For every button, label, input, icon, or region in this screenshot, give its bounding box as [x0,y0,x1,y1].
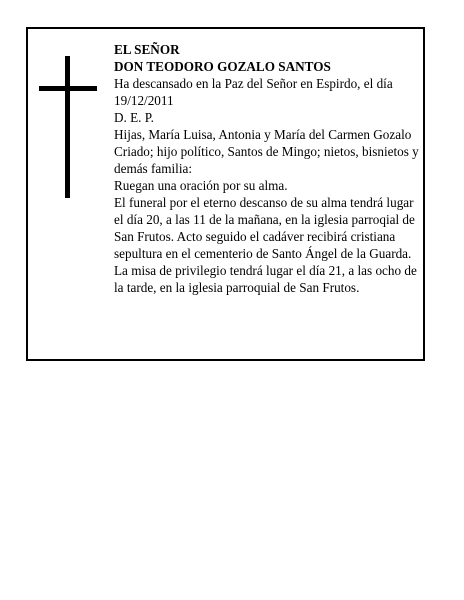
family-line: Hijas, María Luisa, Antonia y María del Carmen Gozalo Criado; hijo político, Santos de Mingo; nietos, bisnietos y demás familia: [114,127,419,176]
cross-icon [39,56,97,198]
cross-vertical-bar [65,56,70,198]
dep-line: D. E. P. [114,110,154,125]
notice-text [114,41,419,296]
obituary-notice [26,27,425,361]
cross-horizontal-bar [39,86,97,91]
funeral-details: El funeral por el eterno descanso de su alma tendrá lugar el día 20, a las 11 de la mañana, en la iglesia parroqial de San Frutos. Acto seguido el cadáver recibirá cristiana sepultura en el cementerio de Santo Ángel de la Guarda. La misa de privilegio tendrá lugar el día 21, a las ocho de la tarde, en la iglesia parroquial de San Frutos. [114,195,417,295]
notice-title: EL SEÑOR [114,42,180,57]
prayer-line: Ruegan una oración por su alma. [114,178,288,193]
deceased-name: DON TEODORO GOZALO SANTOS [114,59,331,74]
rest-line: Ha descansado en la Paz del Señor en Espirdo, el día 19/12/2011 [114,76,393,108]
